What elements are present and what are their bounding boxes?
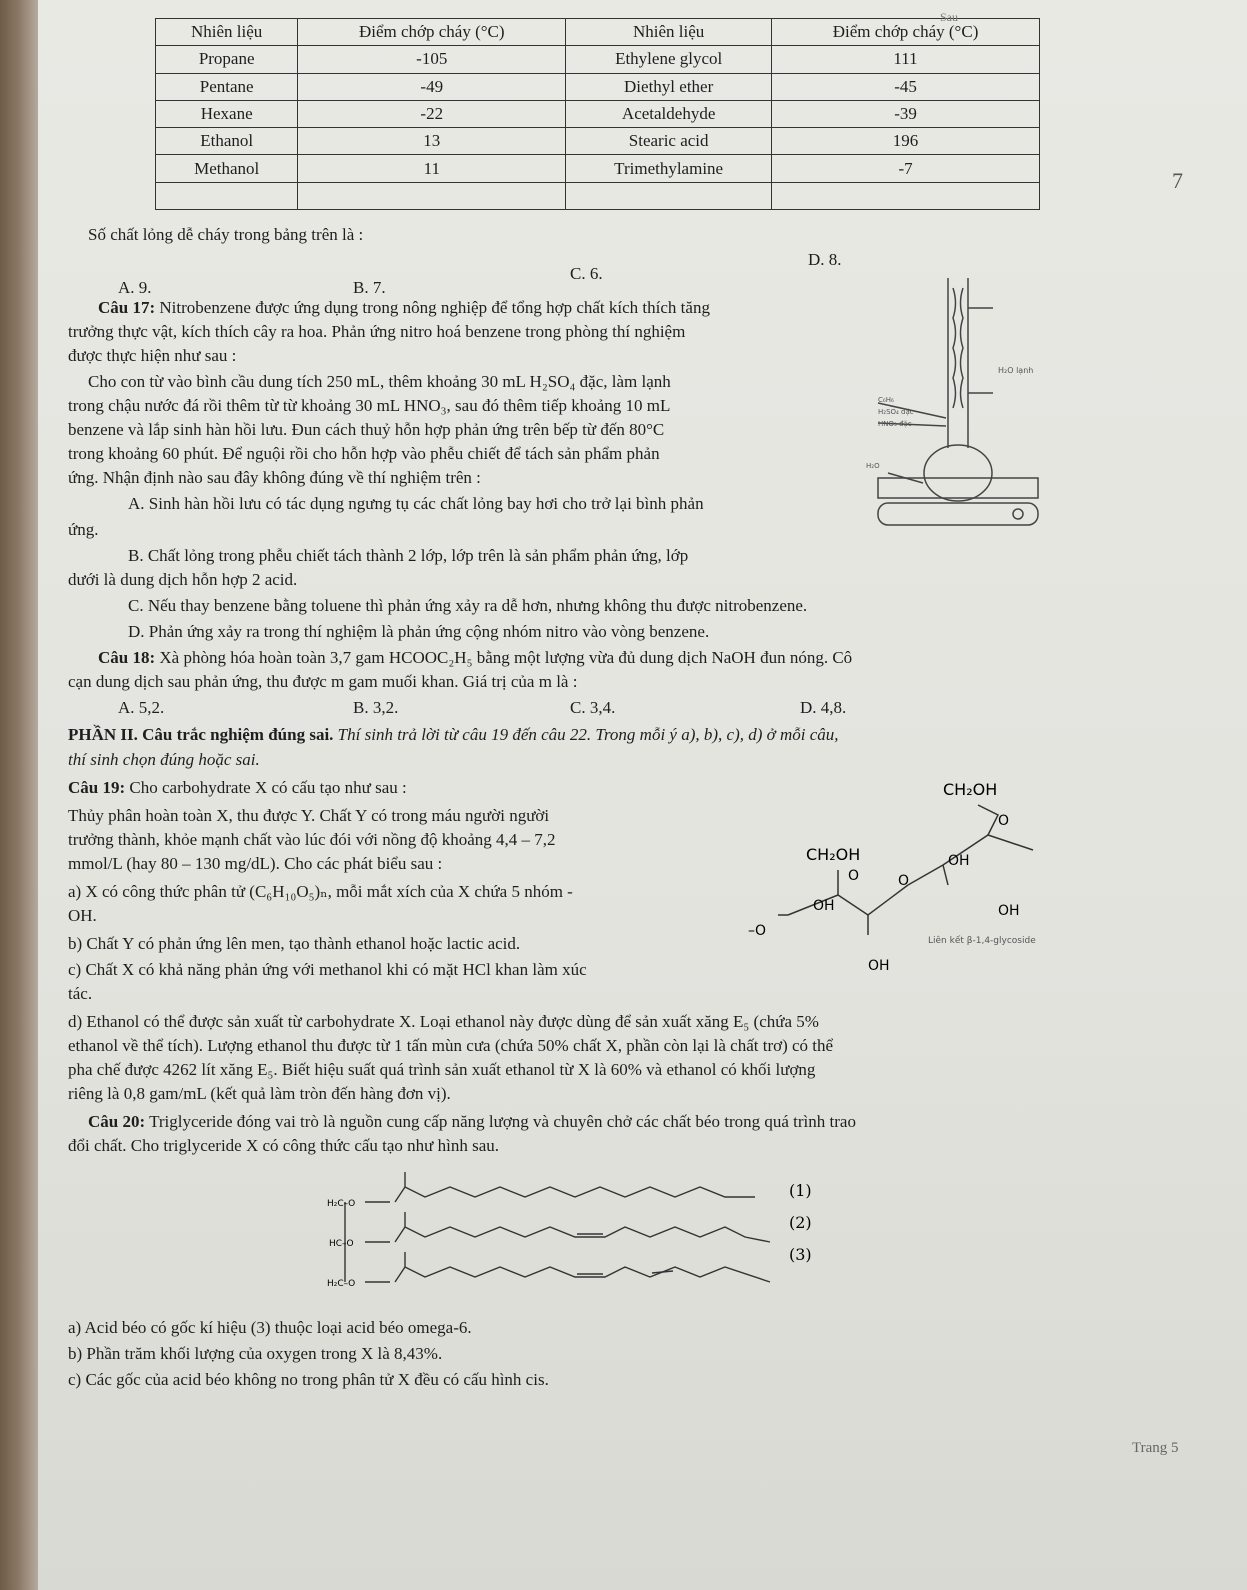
q17-line-2: trưởng thực vật, kích thích cây ra hoa. Phản ứng nitro hoá benzene trong phòng thí nghiệm xyxy=(68,322,686,341)
label-glycoside-bond: Liên kết β-1,4-glycoside xyxy=(928,936,1036,946)
q17-line-1: Nitrobenzene được ứng dụng trong nông nghiệp để tổng hợp chất kích thích tăng xyxy=(159,298,710,317)
label-oh-1: OH xyxy=(948,853,970,869)
table-cell: -45 xyxy=(772,73,1040,100)
q19-line-3: trưởng thành, khỏe mạnh chất vào lúc đói với nồng độ khoảng 4,4 – 7,2 xyxy=(68,830,556,849)
label-water: H₂O xyxy=(866,462,880,470)
q20-line-1: Triglyceride đóng vai trò là nguồn cung cấp năng lượng và chuyên chở các chất béo trong quá trình trao xyxy=(149,1112,856,1131)
table-row xyxy=(156,128,1040,155)
table-row xyxy=(156,73,1040,100)
table-cell: Acetaldehyde xyxy=(566,100,772,127)
table-cell: Propane xyxy=(156,46,298,73)
table-row xyxy=(156,155,1040,182)
label-cold-water: H₂O lạnh xyxy=(998,366,1034,375)
table-cell xyxy=(298,182,566,209)
q19-statement-d-4: riêng là 0,8 gam/mL (kết quả làm tròn đến hàng đơn vị). xyxy=(68,1084,451,1103)
table-cell: Trimethylamine xyxy=(566,155,772,182)
q16-option-d: D. 8. xyxy=(808,250,842,269)
part2-instruction: Thí sinh trả lời từ câu 19 đến câu 22. Trong mỗi ý a), b), c), d) ở mỗi câu, xyxy=(337,725,839,744)
label-h2c-bottom: H₂C–O xyxy=(327,1279,356,1289)
table-cell xyxy=(566,182,772,209)
label-ch2oh-top: CH₂OH xyxy=(943,780,998,799)
table-header-cell: Điểm chớp cháy (°C) xyxy=(772,19,1040,46)
table-cell: Diethyl ether xyxy=(566,73,772,100)
q17-line-7: trong khoảng 60 phút. Để nguội rồi cho hỗn hợp vào phễu chiết để tách sản phẩm phản xyxy=(68,444,660,463)
label-o-left: –O xyxy=(748,923,767,939)
page-number: Trang 5 xyxy=(1132,1440,1179,1456)
table-cell xyxy=(772,182,1040,209)
q19-statement-c: c) Chất X có khả năng phản ứng với methanol khi có mặt HCl khan làm xúc xyxy=(68,960,587,979)
handwritten-note: Sau xyxy=(940,10,958,24)
q20-statement-a: a) Acid béo có gốc kí hiệu (3) thuộc loại acid béo omega-6. xyxy=(68,1318,472,1337)
table-cell: -105 xyxy=(298,46,566,73)
table-header-cell: Nhiên liệu xyxy=(566,19,772,46)
table-cell: 111 xyxy=(772,46,1040,73)
table-cell: Pentane xyxy=(156,73,298,100)
photo-edge xyxy=(0,0,40,1590)
label-hno3: HNO₃ đặc xyxy=(878,420,912,428)
table-cell: 13 xyxy=(298,128,566,155)
label-ch2oh-left: CH₂OH xyxy=(806,845,861,864)
q18-line-1: Xà phòng hóa hoàn toàn 3,7 gam HCOOC₂H₅ bằng một lượng vừa đủ dung dịch NaOH đun nóng. Cô xyxy=(159,648,853,667)
q20-statement-b: b) Phần trăm khối lượng của oxygen trong X là 8,43%. xyxy=(68,1344,443,1363)
part2-title: PHẦN II. Câu trắc nghiệm đúng sai. xyxy=(68,725,334,744)
table-cell: Ethylene glycol xyxy=(566,46,772,73)
q16-option-c: C. 6. xyxy=(570,264,603,283)
q17-line-6: benzene và lắp sinh hàn hồi lưu. Đun cách thuỷ hỗn hợp phản ứng trên bếp từ đến 80°C xyxy=(68,420,665,439)
q19-label: Câu 19: xyxy=(68,778,126,797)
q19-statement-d-3: pha chế được 4262 lít xăng E₅. Biết hiệu suất quá trình sản xuất ethanol từ X là 60% và ethanol có khối lượng xyxy=(68,1060,816,1079)
q17-option-b-cont: dưới là dung dịch hỗn hợp 2 acid. xyxy=(68,570,298,589)
margin-mark: 7 xyxy=(1172,168,1183,193)
label-benzene: C₆H₆ xyxy=(878,396,894,404)
table-cell: -49 xyxy=(298,73,566,100)
q17-label: Câu 17: xyxy=(98,298,156,317)
q16-option-b: B. 7. xyxy=(353,278,386,297)
q18-option-d: D. 4,8. xyxy=(800,698,847,717)
q17-line-5: trong chậu nước đá rồi thêm từ từ khoảng 30 mL HNO₃, sau đó thêm tiếp khoảng 10 mL xyxy=(68,396,671,415)
q19-statement-b: b) Chất Y có phản ứng lên men, tạo thành ethanol hoặc lactic acid. xyxy=(68,934,521,953)
label-o-top: O xyxy=(998,813,1010,829)
q19-statement-a-cont: OH. xyxy=(68,906,97,925)
q18-option-a: A. 5,2. xyxy=(118,698,165,717)
q18-option-b: B. 3,2. xyxy=(353,698,399,717)
q17-line-8: ứng. Nhận định nào sau đây không đúng về thí nghiệm trên : xyxy=(68,468,481,487)
q19-statement-c-cont: tác. xyxy=(68,984,93,1003)
q19-statement-a: a) X có công thức phân tử (C₆H₁₀O₅)ₙ, mỗi mắt xích của X chứa 5 nhóm - xyxy=(68,882,573,901)
flash-point-table xyxy=(155,18,1040,210)
cellulose-structure-diagram xyxy=(748,775,1078,975)
reflux-apparatus-diagram xyxy=(858,268,1058,533)
table-row xyxy=(156,100,1040,127)
table-row xyxy=(156,182,1040,209)
q17-option-b: B. Chất lỏng trong phễu chiết tách thành 2 lớp, lớp trên là sản phẩm phản ứng, lớp xyxy=(128,546,689,565)
table-cell: -22 xyxy=(298,100,566,127)
q17-option-c: C. Nếu thay benzene bằng toluene thì phản ứng xảy ra dễ hơn, nhưng không thu được nitrobenzene. xyxy=(128,596,808,615)
q17-line-4: Cho con từ vào bình cầu dung tích 250 mL, thêm khoảng 30 mL H₂SO₄ đặc, làm lạnh xyxy=(88,372,671,391)
q17-line-3: được thực hiện như sau : xyxy=(68,346,237,365)
q19-line-1: Cho carbohydrate X có cấu tạo như sau : xyxy=(129,778,407,797)
table-cell: Ethanol xyxy=(156,128,298,155)
part2-instruction-cont: thí sinh chọn đúng hoặc sai. xyxy=(68,750,260,769)
q20-line-2: đổi chất. Cho triglyceride X có công thức cấu tạo như hình sau. xyxy=(68,1136,500,1155)
table-cell: 11 xyxy=(298,155,566,182)
q16-option-a: A. 9. xyxy=(118,278,152,297)
q20-statement-c: c) Các gốc của acid béo không no trong phân tử X đều có cấu hình cis. xyxy=(68,1370,549,1389)
table-cell: Hexane xyxy=(156,100,298,127)
q17-option-a-cont: ứng. xyxy=(68,520,99,539)
label-h2c-top: H₂C–O xyxy=(327,1199,356,1209)
table-cell: -39 xyxy=(772,100,1040,127)
table-cell: 196 xyxy=(772,128,1040,155)
q18-option-c: C. 3,4. xyxy=(570,698,616,717)
label-oh-2: OH xyxy=(813,898,835,914)
table-header-row xyxy=(156,19,1040,46)
q19-statement-d: d) Ethanol có thể được sản xuất từ carbohydrate X. Loại ethanol này được dùng để sản xuất xăng E₅ (chứa 5% xyxy=(68,1012,819,1031)
table-cell: -7 xyxy=(772,155,1040,182)
triglyceride-structure-diagram xyxy=(325,1162,825,1307)
label-o-link: O xyxy=(898,873,910,889)
table-cell: Methanol xyxy=(156,155,298,182)
q18-line-2: cạn dung dịch sau phản ứng, thu được m gam muối khan. Giá trị của m là : xyxy=(68,672,578,691)
q18-label: Câu 18: xyxy=(98,648,156,667)
label-oh-3: OH xyxy=(998,903,1020,919)
q19-statement-d-2: ethanol về thể tích). Lượng ethanol thu được từ 1 tấn mùn cưa (chứa 50% chất X, phần còn lại là chất trơ) có thể xyxy=(68,1036,834,1055)
table-row xyxy=(156,46,1040,73)
label-hc: HC–O xyxy=(329,1239,354,1249)
q19-line-2: Thủy phân hoàn toàn X, thu được Y. Chất Y có trong máu người người xyxy=(68,806,550,825)
table-cell xyxy=(156,182,298,209)
label-o-ring: O xyxy=(848,868,860,884)
chain-label-2: (2) xyxy=(789,1213,812,1232)
table-cell: Stearic acid xyxy=(566,128,772,155)
table-header-cell: Điểm chớp cháy (°C) xyxy=(298,19,566,46)
q20-label: Câu 20: xyxy=(88,1112,146,1131)
q17-option-d: D. Phản ứng xảy ra trong thí nghiệm là phản ứng cộng nhóm nitro vào vòng benzene. xyxy=(128,622,710,641)
label-oh-4: OH xyxy=(868,958,890,974)
q19-line-4: mmol/L (hay 80 – 130 mg/dL). Cho các phát biểu sau : xyxy=(68,854,443,873)
q16-stem: Số chất lỏng dễ cháy trong bảng trên là : xyxy=(88,225,364,244)
q17-option-a: A. Sinh hàn hồi lưu có tác dụng ngưng tụ các chất lỏng bay hơi cho trở lại bình phản xyxy=(128,494,704,513)
table-header-cell: Nhiên liệu xyxy=(156,19,298,46)
label-h2so4: H₂SO₄ đặc xyxy=(878,408,914,416)
chain-label-1: (1) xyxy=(789,1181,812,1200)
chain-label-3: (3) xyxy=(789,1245,812,1264)
